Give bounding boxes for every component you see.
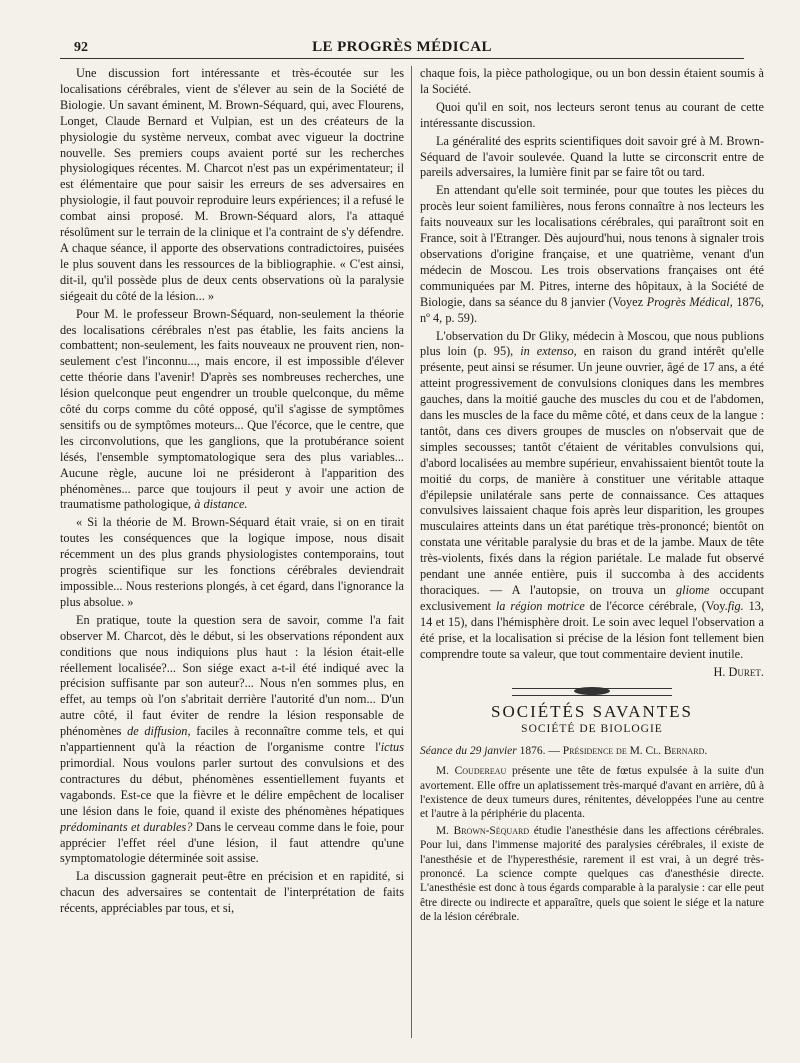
running-head: LE PROGRÈS MÉDICAL xyxy=(312,39,492,55)
paragraph-text: étudie l'anesthésie dans les affections cérébrales. Pour lui, dans l'immense majorité des paralysies cérébrales, il existe de l'anesthésie et de l'hyperesthésie, rarement il est vrai, à un degré très-prononcé. La science compte quelques cas d'anesthésie directe. L'anesthésie est donc à tous égards comparable à la paralysie : car elle peut être directe ou indirecte et apparaître, quels que soient le siége et la nature de la lésion cérébrale. xyxy=(420,824,764,924)
paragraph xyxy=(420,824,764,925)
italic-text: à distance. xyxy=(194,497,248,512)
paragraph xyxy=(60,307,404,514)
speaker-name: M. Coudereau xyxy=(436,765,507,778)
session-date: Séance du 29 janvier xyxy=(420,745,517,758)
paragraph-text: en raison du grand intérêt qu'elle présente, peut ainsi se résumer. Un jeune ouvrier, âgé de 17 ans, a été atteint progressivement de convulsions cloniques dans les membres gauches, dans la moitié gauche des muscles du cou et de l'abdomen, dans les muscles de la face du même côté, et dans ceux de la langue : tantôt, dans ces divers groupes de muscles on n'observait que de simples secousses; tantôt c'étaient de véritables convulsions qui, d'abord localisées au membre supérieur, envahissaient bientôt toute la moitié du corps, de manière à constituer une véritable attaque d'épilepsie unilatérale sans perte de connaissance. Ces attaques convulsives laissaient chaque fois après leur disparition, les groupes musculaires atteints dans un état parétique très-prononcé; bientôt on constata une véritable paralysie du bras et de la jambe. Maux de tête très-violents, fixés dans la région pariétale. Le malade fut observé pendant une année entière, puis il succomba à des accidents thoraciques. — A l'autopsie, on trouva un xyxy=(420,344,764,597)
paragraph-text: faciles à reconnaître comme tels, et qui n'appartiennent qu'à la réaction de l'organisme contre l' xyxy=(60,724,404,755)
paragraph xyxy=(420,329,764,663)
paragraph: La discussion gagnerait peut-être en précision et en rapidité, si chacun des adversaires se contentait de l'interprétation de faits récents, appréciables par tous, et si, xyxy=(60,869,404,916)
right-column xyxy=(420,66,764,1038)
italic-text: la région motrice xyxy=(495,598,585,613)
column-divider xyxy=(411,66,412,1038)
paragraph-text: de l'écorce cérébrale, (Voy. xyxy=(589,598,728,613)
italic-text: Progrès Médical, xyxy=(646,294,733,309)
page-number: 92 xyxy=(74,40,88,55)
paragraph-text: 1876, nº 4, p. 59). xyxy=(420,294,764,325)
subsection-title: SOCIÉTÉ DE BIOLOGIE xyxy=(521,723,663,736)
paragraph: La généralité des esprits scientifiques doit savoir gré à M. Brown-Séquard de l'avoir soulevée. Quand la lutte se circonscrit entre de pareils adversaires, la lumière finit par se faire tôt ou tard. xyxy=(420,133,764,180)
section-title: SOCIÉTÉS SAVANTES xyxy=(491,702,693,722)
page-header xyxy=(60,36,744,59)
left-column xyxy=(60,66,404,1038)
paragraph-text: En pratique, toute la question sera de savoir, comme l'a fait observer M. Charcot, dès le début, si les observations répondent aux conditions que nous indiquions plus haut : la lésion était-elle réellement localisée?... Son siége exact a-t-il été indiqué avec la précision suffisante par son auteur?... Nous n'en sommes plus, en effet, au temps où l'on s'abritait derrière l'autorité d'un nom... D'un autre côté, il faut éviter de rendre la lésion responsable de phénomènes xyxy=(60,612,404,739)
speaker-name: M. Brown-Séquard xyxy=(436,824,530,837)
paragraph-text: primordial. Nous voulons parler surtout des convulsions et des contractures du début, phénomènes essentiellement fuyants et vagabonds. Est-ce que la fièvre et le délire empêchent de localiser une lésion dans le foie, quand il existe des phénomènes hépatiques xyxy=(60,755,404,818)
italic-text: fig. xyxy=(727,598,744,613)
ornament-divider xyxy=(512,688,672,696)
paragraph-text: Dans le cerveau comme dans le foie, pour apprécier l'effet réel d'une lésion, il faut attendre qu'une symptomatologie déterminée soit assise. xyxy=(60,819,404,866)
italic-text: de diffusion, xyxy=(127,724,191,739)
paragraph-text: L'observation du Dr Gliky, médecin à Moscou, que nous publions plus loin (p. 95), xyxy=(420,328,764,359)
society-report xyxy=(420,764,764,924)
paragraph xyxy=(420,764,764,822)
italic-text: in extenso, xyxy=(520,344,577,359)
italic-text: prédominants et durables? xyxy=(60,819,193,834)
paragraph: chaque fois, la pièce pathologique, ou un bon dessin étaient soumis à la Société. xyxy=(420,66,764,96)
paragraph-text: Pour M. le professeur Brown-Séquard, non-seulement la théorie des localisations cérébrales n'est pas établie, les faits anciens la combattent; non-seulement, les faits nouveaux ne prouvent rien, non-seulement c'est l'inconnu..., mais encore, il est impossible d'élever cette théorie dans l'avenir! D'après ses nombreuses recherches, une lésion quelconque peut engendrer un trouble quelconque, du même côté du corps comme du côté opposé, qu'il s'agisse de symptômes sensitifs ou de symptômes moteurs... Que l'écorce, que le centre, que les circonvolutions, que les ganglions, que la protubérance soient lésés, l'ensemble symptomatologique sera des plus variables... Aucune règle, aucune loi ne présideront à l'apparition des phénomènes... parce que toujours il peut y avoir une action de traumatisme pathologique, xyxy=(60,306,404,512)
paragraph-text: En attendant qu'elle soit terminée, pour que toutes les pièces du procès leur soient familières, nous ferons connaître à nos lecteurs les faits nouveaux sur les localisations cérébrales, qui paraîtront soit en France, soit à l'Etranger. Dès aujourd'hui, nous tenons à signaler trois observations d'origine française, et une quatrième, venant d'un médecin de Moscou. Les trois observations françaises ont été communiquées par M. Pitres, interne des hôpitaux, à la Société de Biologie, dans sa séance du 8 janvier (Voyez xyxy=(420,183,764,309)
italic-text: gliome xyxy=(676,583,710,597)
session-presidency: 1876. — Présidence de M. Cl. Bernard. xyxy=(519,745,708,758)
author-signature: H. Duret. xyxy=(713,664,764,679)
paragraph xyxy=(60,613,404,868)
italic-text: ictus xyxy=(380,740,404,755)
paragraph xyxy=(420,183,764,326)
paragraph: « Si la théorie de M. Brown-Séquard était vraie, si on en tirait toutes les conséquences que la logique impose, nous disait récemment un des plus grands physiologistes contemporains, tout progrès scientifique sur les fonctions cérébrales deviendrait impossible... Nous resterions plongés, à cet égard, dans l'ignorance la plus absolue. » xyxy=(60,515,404,609)
paragraph-text: présente une tête de fœtus expulsée à la suite d'un avortement. Elle offre un aplatissement très-marqué d'avant en arrière, dû à l'existence de deux tumeurs dures, rénitentes, développées l'une au centre et l'autre à la périphérie du placenta. xyxy=(420,765,764,821)
paragraph: Une discussion fort intéressante et très-écoutée sur les localisations cérébrales, vient de s'élever au sein de la Société de Biologie. Un savant éminent, M. Brown-Séquard, qui, avec Flourens, Longet, Claude Bernard et Vulpian, est un des créateurs de la physiologie du système nerveux, combat avec vigueur la doctrine nouvelle. Ses premiers coups avaient porté sur les recherches physiologiques récentes. M. Charcot n'est pas un expérimentateur; il est élémentaire que pour saisir les erreurs de ses adversaires en physiologie, il faut pouvoir reproduire leurs expériences; il a refusé le combat ainsi proposé. M. Brown-Séquard alors, l'a attaqué résolûment sur le terrain de la clinique et l'a contraint de s'y défendre. A chaque séance, il apporte des observations contradictoires, puisées le plus souvent dans les ressources de la bibliographie. « C'est ainsi, dit-il, qu'il possède plus de deux cents observations où la paralysie siégeait du côté de la lésion... » xyxy=(60,66,404,303)
paragraph: Quoi qu'il en soit, nos lecteurs seront tenus au courant de cette intéressante discussion. xyxy=(420,99,764,130)
paragraph-text: 13, 14 et 15), dans l'hémisphère droit. Le soin avec lequel l'observation a été prise, et la localisation si précise de la lésion font tellement bien comprendre toute sa valeur, que tout commentaire devient inutile. xyxy=(420,598,764,661)
session-line xyxy=(420,744,764,760)
paragraph-text: occupant exclusivement xyxy=(420,583,764,613)
